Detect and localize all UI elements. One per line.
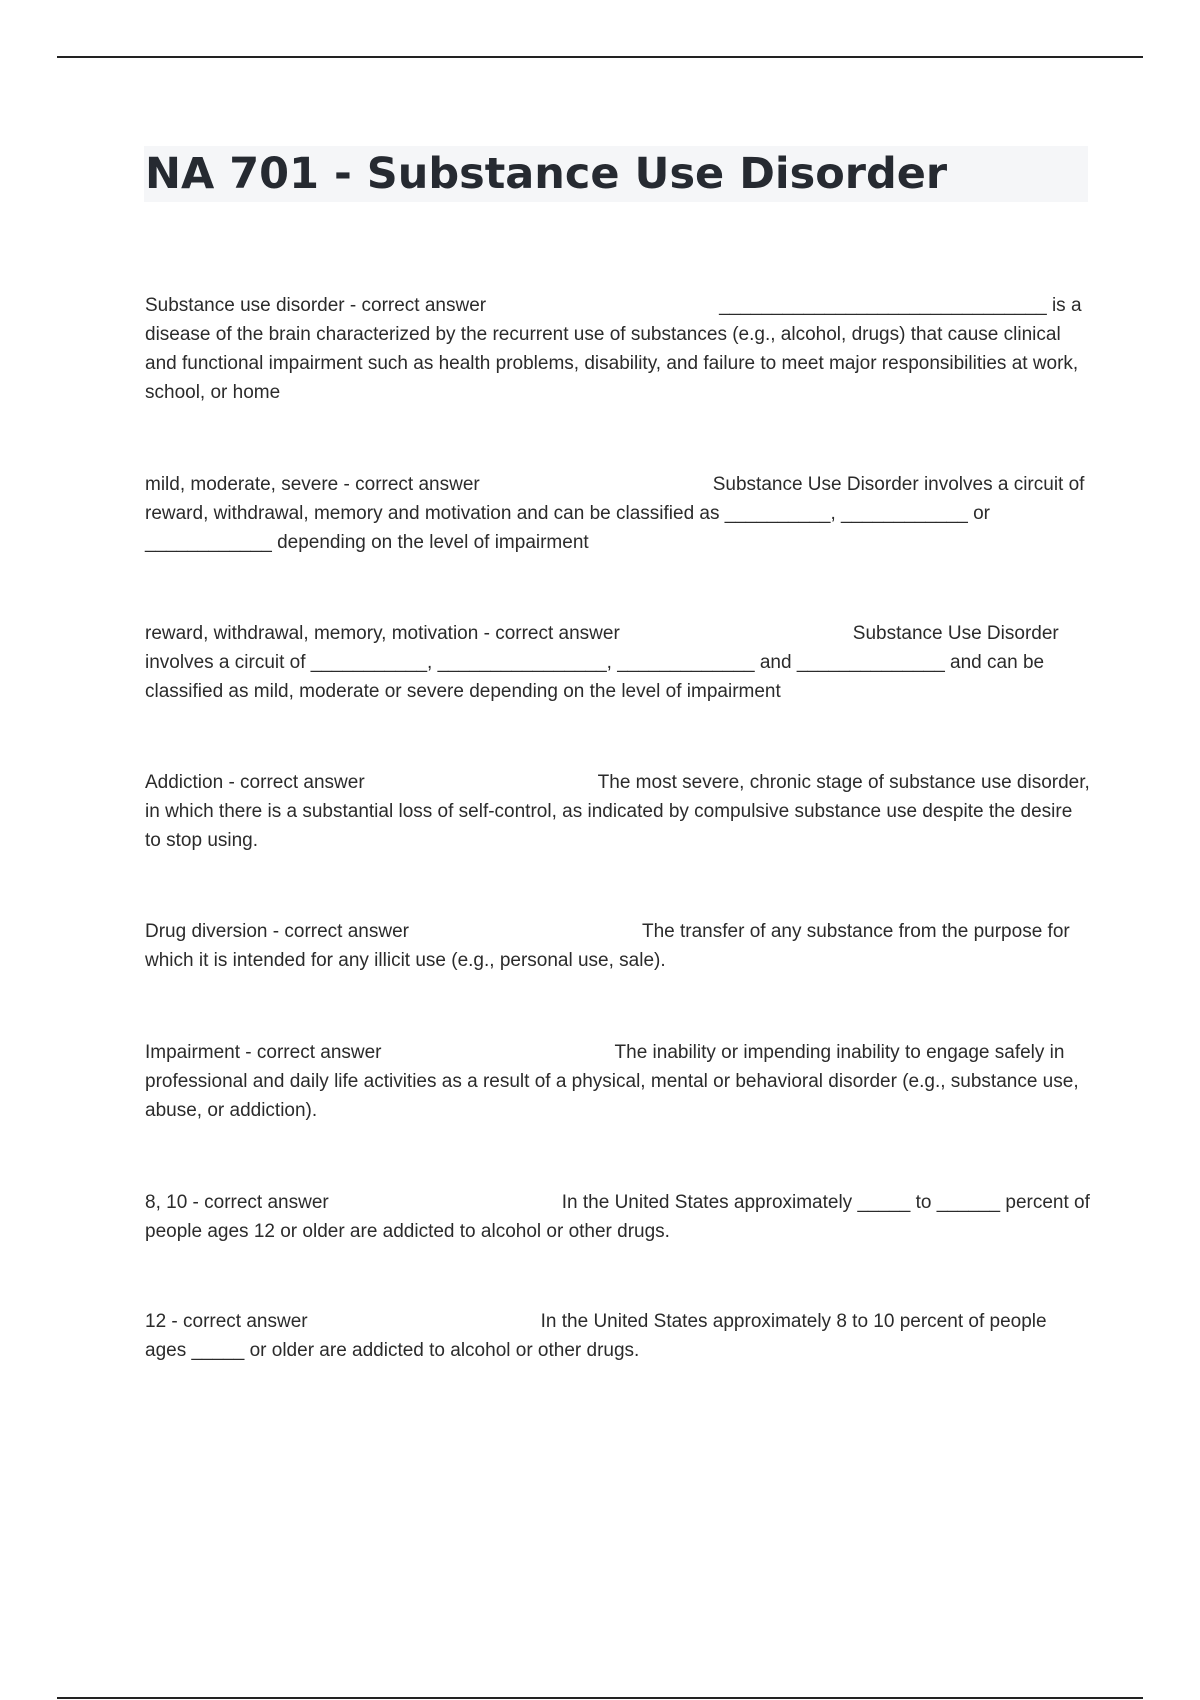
card-definition: The transfer of any substance from the purpose for which it is intended for any illicit use (e.g., personal use, sale). [145,921,1070,971]
card-definition: The inability or impending inability to engage safely in professional and daily life activities as a result of a physical, mental or behavioral disorder (e.g., substance use, abuse, or addiction). [145,1042,1079,1121]
flashcard-5 [145,917,1090,975]
card-term: Drug diversion - correct answer [145,921,409,942]
flashcard-1 [145,291,1090,407]
document-title: NA 701 - Substance Use Disorder [145,149,948,199]
card-term: 8, 10 - correct answer [145,1192,329,1213]
card-term: Addiction - correct answer [145,772,365,793]
flashcard-6 [145,1038,1090,1125]
flashcard-4 [145,768,1090,855]
card-definition: _______________________________ is a disease of the brain characterized by the recurrent use of substances (e.g., alcohol, drugs) that cause clinical and functional impairment such as health problems, disability, and failure to meet major responsibilities at work, school, or home [145,295,1082,403]
card-definition: Substance Use Disorder involves a circuit of reward, withdrawal, memory and motivation and can be classified as __________, ____________ or ____________ depending on the level of impairment [145,474,1085,553]
card-term: mild, moderate, severe - correct answer [145,474,480,495]
flashcard-8 [145,1307,1090,1365]
top-rule [57,56,1143,58]
card-term: Impairment - correct answer [145,1042,382,1063]
card-definition: The most severe, chronic stage of substance use disorder, in which there is a substantial loss of self-control, as indicated by compulsive substance use despite the desire to stop using. [145,772,1090,851]
card-definition: In the United States approximately _____ to ______ percent of people ages 12 or older are addicted to alcohol or other drugs. [145,1192,1090,1242]
card-definition: Substance Use Disorder involves a circuit of ___________, ________________, _____________ and ______________ and can be classified as mild, moderate or severe depending on the level of impairment [145,623,1059,702]
card-term: Substance use disorder - correct answer [145,295,487,316]
card-term: reward, withdrawal, memory, motivation - correct answer [145,623,620,644]
flashcard-2 [145,470,1090,557]
flashcard-7 [145,1188,1090,1246]
flashcard-3 [145,619,1090,706]
bottom-rule [57,1697,1143,1699]
card-term: 12 - correct answer [145,1311,308,1332]
card-definition: In the United States approximately 8 to 10 percent of people ages _____ or older are addicted to alcohol or other drugs. [145,1311,1047,1361]
